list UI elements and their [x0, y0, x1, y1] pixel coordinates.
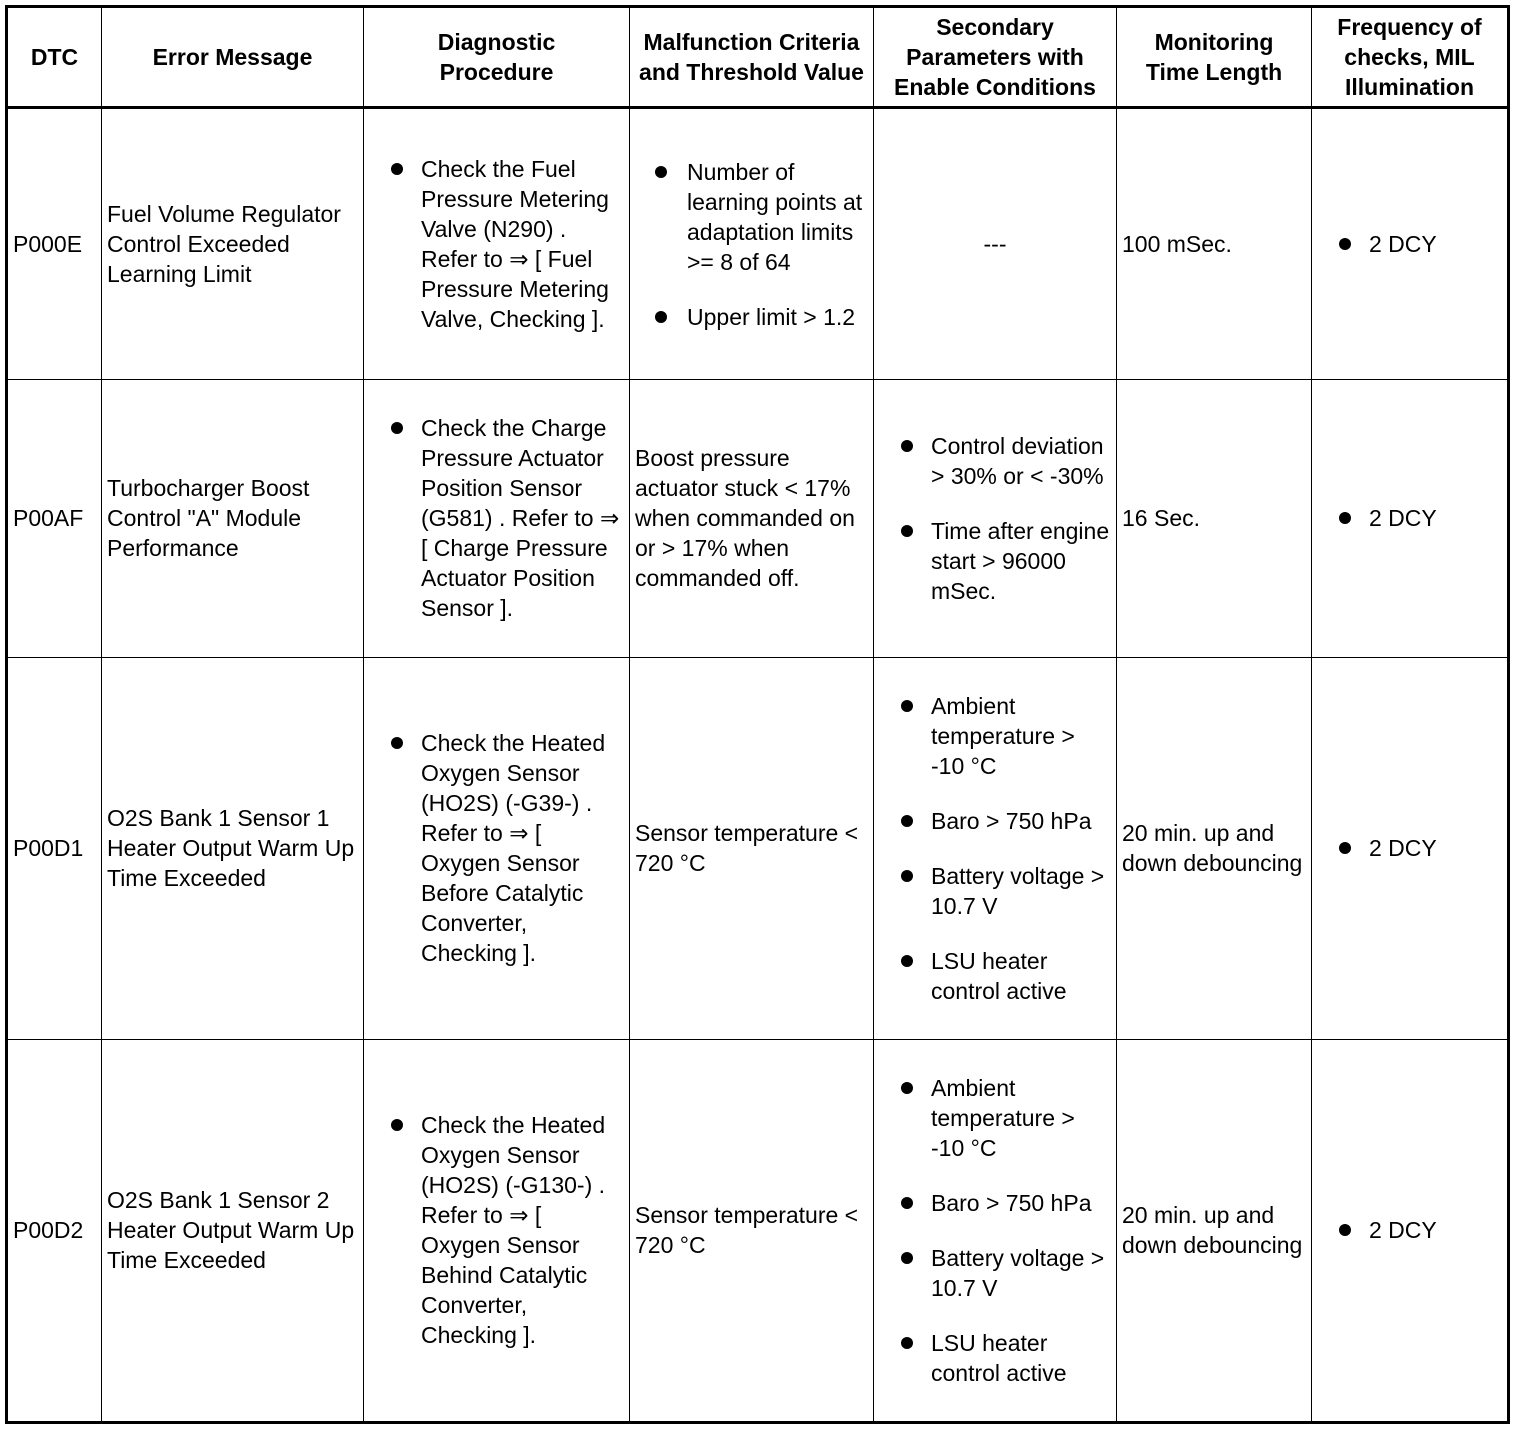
secondary-item: Ambient temperature > -10 °C: [879, 1073, 1111, 1163]
table-row: [7, 657, 1509, 1039]
malfunction-criteria: [630, 108, 874, 380]
secondary-parameters: ---: [874, 108, 1117, 380]
table-row: [7, 380, 1509, 657]
monitoring-time: 20 min. up and down debouncing: [1117, 1039, 1312, 1422]
frequency-item: 2 DCY: [1317, 833, 1502, 863]
dtc-code: P000E: [7, 108, 102, 380]
header-diagnostic-procedure: Diagnostic Procedure: [364, 7, 630, 108]
secondary-item: Battery voltage > 10.7 V: [879, 861, 1111, 921]
header-row: [7, 7, 1509, 108]
criteria-item: Upper limit > 1.2: [635, 302, 863, 332]
header-dtc: DTC: [7, 7, 102, 108]
secondary-item: Time after engine start > 96000 mSec.: [879, 516, 1111, 606]
diagnostic-procedure: [364, 108, 630, 380]
frequency: [1312, 657, 1509, 1039]
malfunction-criteria: Sensor temperature < 720 °C: [630, 657, 874, 1039]
frequency: [1312, 1039, 1509, 1422]
header-monitoring-time: Monitoring Time Length: [1117, 7, 1312, 108]
secondary-item: LSU heater control active: [879, 1328, 1111, 1388]
malfunction-criteria: Sensor temperature < 720 °C: [630, 1039, 874, 1422]
diagnostic-procedure: [364, 380, 630, 657]
criteria-item: Number of learning points at adaptation limits >= 8 of 64: [635, 157, 863, 277]
procedure-item: Check the Heated Oxygen Sensor (HO2S) (-G39-) . Refer to ⇒ [ Oxygen Sensor Before Catalytic Converter, Checking ].: [369, 728, 624, 968]
secondary-item: Ambient temperature > -10 °C: [879, 691, 1111, 781]
diagnostic-procedure: [364, 1039, 630, 1422]
frequency: [1312, 108, 1509, 380]
secondary-item: LSU heater control active: [879, 946, 1111, 1006]
dtc-code: P00D2: [7, 1039, 102, 1422]
secondary-item: Control deviation > 30% or < -30%: [879, 431, 1111, 491]
dtc-table: [5, 5, 1510, 1424]
diagnostic-procedure: [364, 657, 630, 1039]
frequency-item: 2 DCY: [1317, 1215, 1502, 1245]
error-message: O2S Bank 1 Sensor 2 Heater Output Warm Up Time Exceeded: [102, 1039, 364, 1422]
procedure-item: Check the Heated Oxygen Sensor (HO2S) (-G130-) . Refer to ⇒ [ Oxygen Sensor Behind Catalytic Converter, Checking ].: [369, 1110, 624, 1350]
header-malfunction-criteria: Malfunction Criteria and Threshold Value: [630, 7, 874, 108]
error-message: Turbocharger Boost Control "A" Module Performance: [102, 380, 364, 657]
error-message: Fuel Volume Regulator Control Exceeded Learning Limit: [102, 108, 364, 380]
malfunction-criteria: Boost pressure actuator stuck < 17% when commanded on or > 17% when commanded off.: [630, 380, 874, 657]
header-secondary-parameters: Secondary Parameters with Enable Conditions: [874, 7, 1117, 108]
header-error-message: Error Message: [102, 7, 364, 108]
secondary-item: Battery voltage > 10.7 V: [879, 1243, 1111, 1303]
monitoring-time: 16 Sec.: [1117, 380, 1312, 657]
error-message: O2S Bank 1 Sensor 1 Heater Output Warm Up Time Exceeded: [102, 657, 364, 1039]
dtc-code: P00AF: [7, 380, 102, 657]
frequency-item: 2 DCY: [1317, 503, 1502, 533]
monitoring-time: 100 mSec.: [1117, 108, 1312, 380]
frequency: [1312, 380, 1509, 657]
secondary-parameters: [874, 657, 1117, 1039]
procedure-item: Check the Fuel Pressure Metering Valve (N290) . Refer to ⇒ [ Fuel Pressure Metering Valve, Checking ].: [369, 154, 624, 334]
table-row: [7, 1039, 1509, 1422]
procedure-item: Check the Charge Pressure Actuator Position Sensor (G581) . Refer to ⇒ [ Charge Pressure Actuator Position Sensor ].: [369, 413, 624, 623]
table-row: [7, 108, 1509, 380]
secondary-parameters: [874, 380, 1117, 657]
header-frequency: Frequency of checks, MIL Illumination: [1312, 7, 1509, 108]
monitoring-time: 20 min. up and down debouncing: [1117, 657, 1312, 1039]
secondary-item: Baro > 750 hPa: [879, 1188, 1111, 1218]
frequency-item: 2 DCY: [1317, 229, 1502, 259]
secondary-item: Baro > 750 hPa: [879, 806, 1111, 836]
dtc-code: P00D1: [7, 657, 102, 1039]
secondary-parameters: [874, 1039, 1117, 1422]
